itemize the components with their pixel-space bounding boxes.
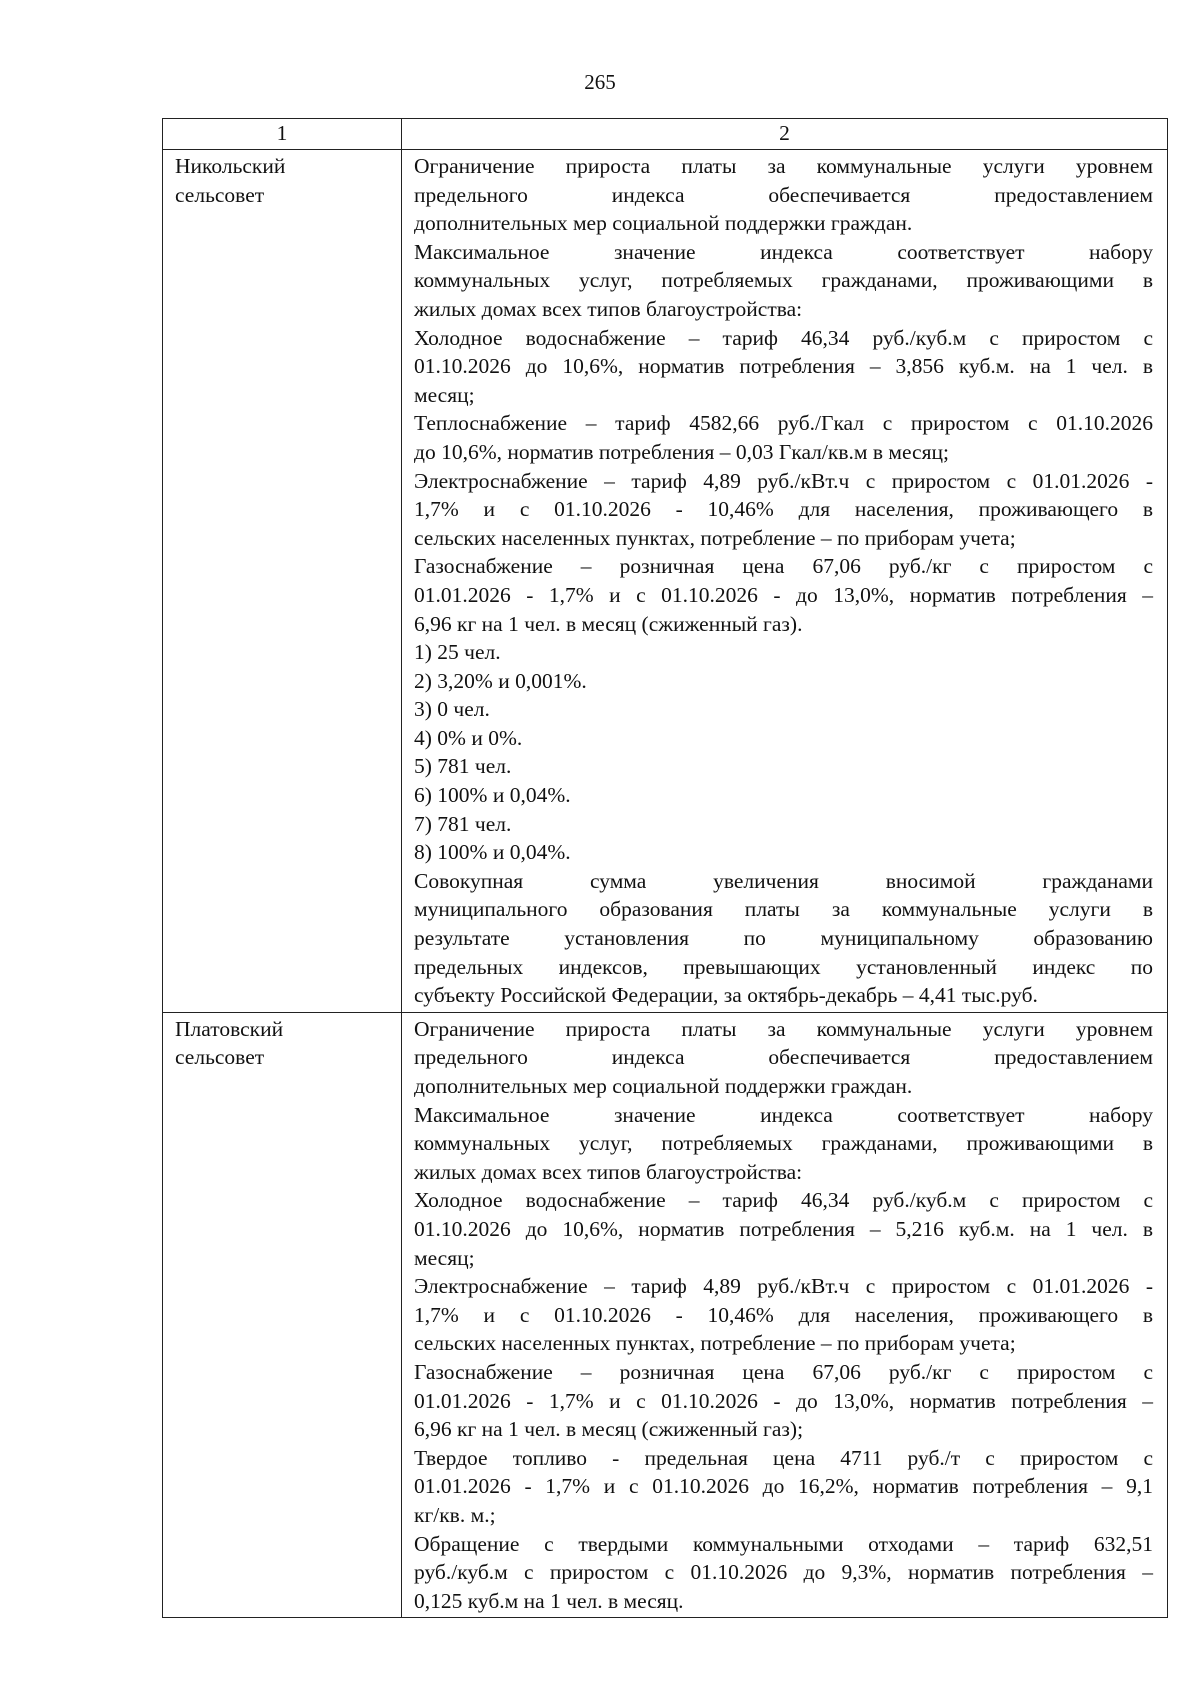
description-line: руб./куб.м с приростом с 01.10.2026 до 9,3%, норматив потребления –: [414, 1560, 1153, 1585]
description-line: жилых домах всех типов благоустройства:: [414, 1159, 803, 1184]
description-line: Максимальное значение индекса соответствует набору: [414, 239, 1153, 264]
description-line: 01.01.2026 - 1,7% и с 01.10.2026 - до 13,0%, норматив потребления –: [414, 582, 1153, 607]
description-line: Максимальное значение индекса соответствует набору: [414, 1102, 1153, 1127]
description-line: Газоснабжение – розничная цена 67,06 руб./кг с приростом с: [414, 1359, 1153, 1384]
description-line: Твердое топливо - предельная цена 4711 руб./т с приростом с: [414, 1445, 1153, 1470]
description-line: 7) 781 чел.: [414, 811, 512, 836]
description-line: предельного индекса обеспечивается предоставлением: [414, 182, 1153, 207]
description-line: кг/кв. м.;: [414, 1502, 496, 1527]
description-line: 01.10.2026 до 10,6%, норматив потребления – 3,856 куб.м. на 1 чел. в: [414, 354, 1153, 379]
description-line: 01.01.2026 - 1,7% и с 01.10.2026 - до 13,0%, норматив потребления –: [414, 1388, 1153, 1413]
column-header-2: 2: [402, 119, 1168, 150]
description-line: предельного индекса обеспечивается предоставлением: [414, 1045, 1153, 1070]
description-line: 6,96 кг на 1 чел. в месяц (сжиженный газ);: [414, 1417, 804, 1442]
settlement-name-line: Никольский: [175, 154, 286, 178]
description-line: 1,7% и с 01.10.2026 - 10,46% для населения, проживающего в: [414, 1302, 1153, 1327]
description-line: коммунальных услуг, потребляемых гражданами, проживающими в: [414, 268, 1153, 293]
description-line: 01.10.2026 до 10,6%, норматив потребления – 5,216 куб.м. на 1 чел. в: [414, 1216, 1153, 1241]
settlement-name-line: Платовский: [175, 1016, 284, 1041]
description-line: коммунальных услуг, потребляемых гражданами, проживающими в: [414, 1131, 1153, 1156]
description-line: Ограничение прироста платы за коммунальные услуги уровнем: [414, 1016, 1153, 1041]
description-line: результате установления по муниципальному образованию: [414, 926, 1153, 951]
description-line: 2) 3,20% и 0,001%.: [414, 668, 587, 693]
description-line: Электроснабжение – тариф 4,89 руб./кВт.ч с приростом с 01.01.2026 -: [414, 1274, 1153, 1299]
description-line: 1) 25 чел.: [414, 640, 501, 665]
description-line: месяц;: [414, 1245, 475, 1270]
tariff-table: [162, 118, 1168, 1618]
description-line: жилых домах всех типов благоустройства:: [414, 296, 803, 321]
settlement-name-cell: [163, 150, 402, 1013]
description-line: 6) 100% и 0,04%.: [414, 783, 571, 808]
page-number: 265: [584, 70, 616, 94]
description-line: 8) 100% и 0,04%.: [414, 840, 571, 865]
description-line: Газоснабжение – розничная цена 67,06 руб./кг с приростом с: [414, 554, 1153, 579]
description-line: 0,125 куб.м на 1 чел. в месяц.: [414, 1588, 684, 1613]
description-line: Холодное водоснабжение – тариф 46,34 руб./куб.м с приростом с: [414, 325, 1153, 350]
description-line: 5) 781 чел.: [414, 754, 512, 779]
description-line: муниципального образования платы за коммунальные услуги в: [414, 897, 1153, 922]
settlement-name-cell: [163, 1012, 402, 1617]
description-line: 1,7% и с 01.10.2026 - 10,46% для населения, проживающего в: [414, 497, 1153, 522]
description-line: месяц;: [414, 382, 475, 407]
table-header-row: [163, 119, 1168, 150]
description-line: Совокупная сумма увеличения вносимой гражданами: [414, 868, 1153, 893]
description-line: 01.01.2026 - 1,7% и с 01.10.2026 до 16,2%, норматив потребления – 9,1: [414, 1474, 1153, 1499]
description-line: сельских населенных пунктах, потребление – по приборам учета;: [414, 1331, 1016, 1356]
description-line: сельских населенных пунктах, потребление – по приборам учета;: [414, 525, 1016, 550]
table-body: [163, 150, 1168, 1618]
description-line: субъекту Российской Федерации, за октябрь-декабрь – 4,41 тыс.руб.: [414, 983, 1038, 1008]
description-cell: [402, 150, 1168, 1013]
description-line: до 10,6%, норматив потребления – 0,03 Гкал/кв.м в месяц;: [414, 439, 949, 464]
description-line: предельных индексов, превышающих установленный индекс по: [414, 954, 1153, 979]
description-line: Электроснабжение – тариф 4,89 руб./кВт.ч с приростом с 01.01.2026 -: [414, 468, 1153, 493]
settlement-name-line: сельсовет: [175, 182, 265, 207]
description-line: Теплоснабжение – тариф 4582,66 руб./Гкал с приростом с 01.10.2026: [414, 411, 1153, 436]
description-line: Ограничение прироста платы за коммунальные услуги уровнем: [414, 154, 1153, 178]
description-line: дополнительных мер социальной поддержки граждан.: [414, 211, 913, 236]
table-row: [163, 1012, 1168, 1617]
description-line: 3) 0 чел.: [414, 697, 490, 722]
description-line: 6,96 кг на 1 чел. в месяц (сжиженный газ).: [414, 611, 803, 636]
description-line: 4) 0% и 0%.: [414, 725, 523, 750]
description-line: Холодное водоснабжение – тариф 46,34 руб./куб.м с приростом с: [414, 1188, 1153, 1213]
description-line: дополнительных мер социальной поддержки граждан.: [414, 1074, 913, 1098]
description-line: Обращение с твердыми коммунальными отходами – тариф 632,51: [414, 1531, 1153, 1556]
table-row: [163, 150, 1168, 1013]
settlement-name-line: сельсовет: [175, 1045, 265, 1070]
description-cell: [402, 1012, 1168, 1617]
column-header-1: 1: [163, 119, 402, 150]
